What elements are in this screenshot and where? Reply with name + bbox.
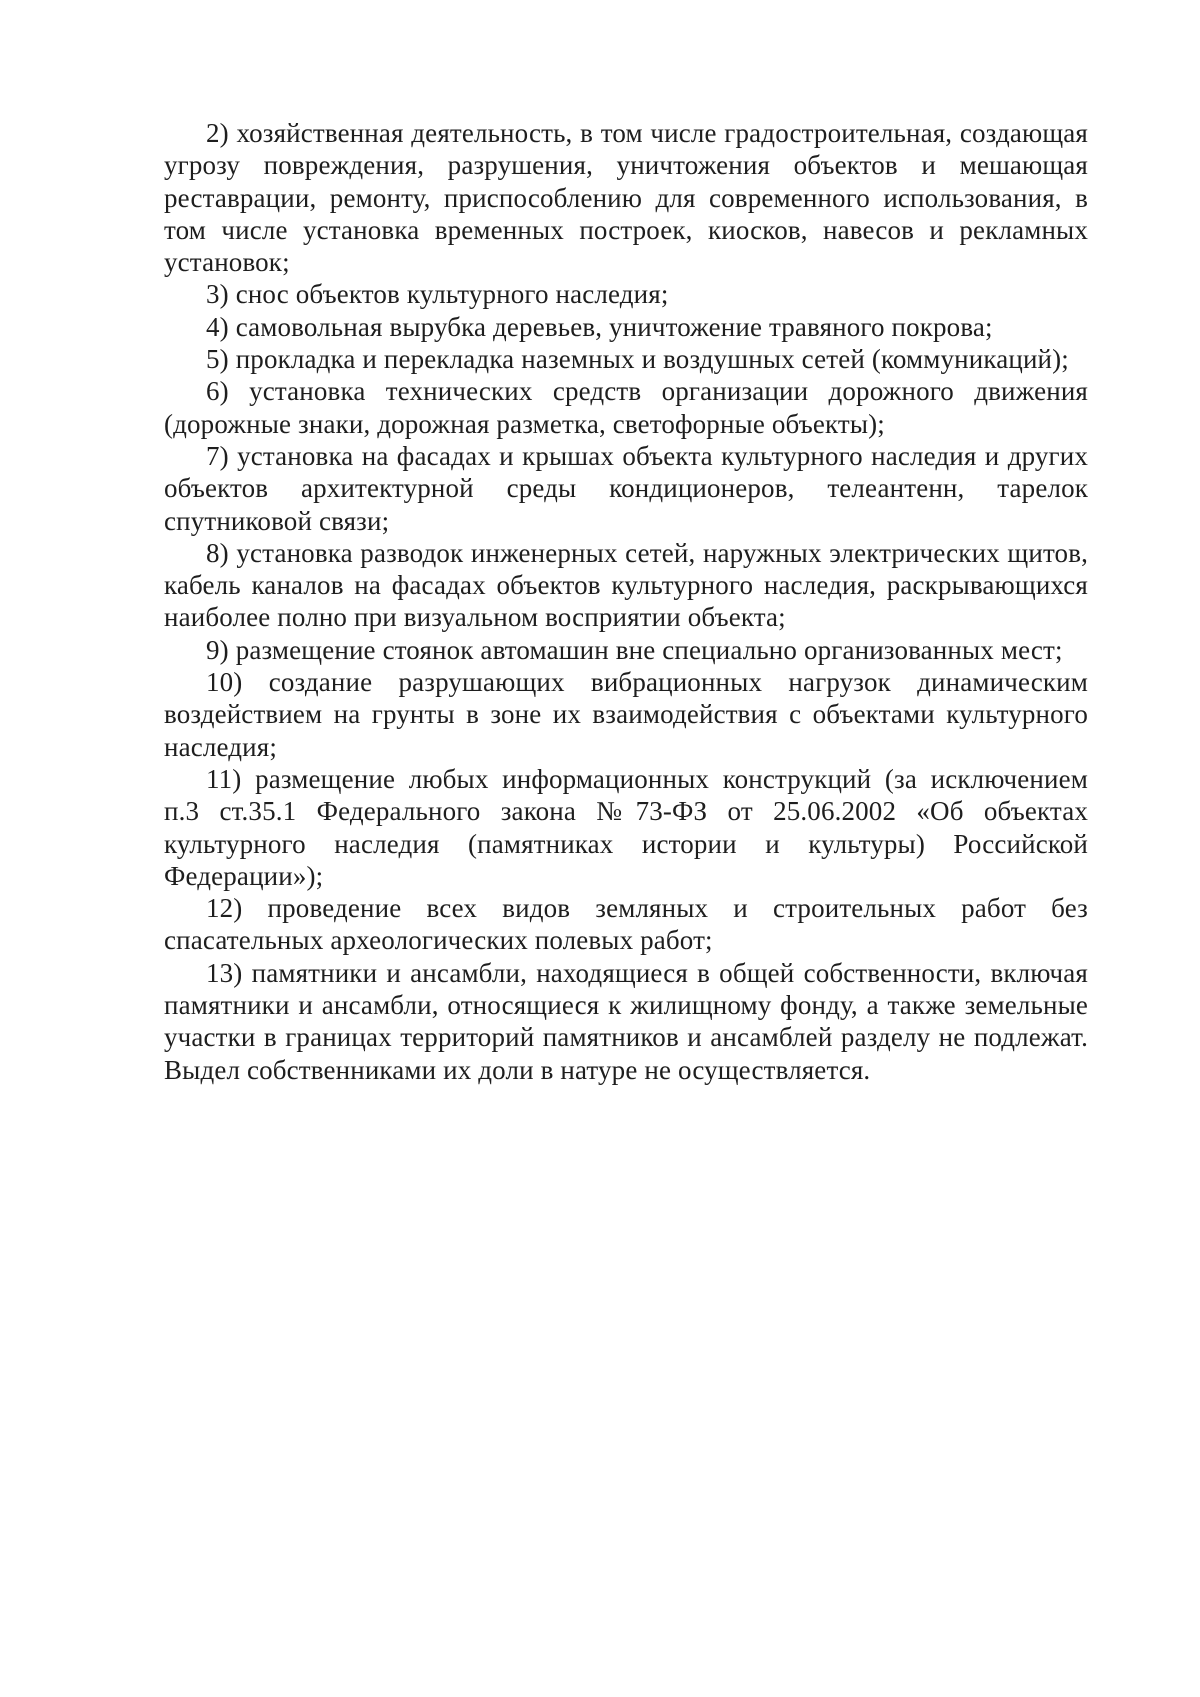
list-item-13: 13) памятники и ансамбли, находящиеся в общей собственности, включая памятники и ансамбли, относящиеся к жилищному фонду, а также земельные участки в границах территорий памятников и ансамблей разделу не подлежат. Выдел собственниками их доли в натуре не осуществляется. — [164, 957, 1088, 1085]
list-item-5: 5) прокладка и перекладка наземных и воздушных сетей (коммуникаций); — [206, 344, 1069, 375]
list-item-3: 3) снос объектов культурного наследия; — [206, 279, 669, 310]
list-item-4: 4) самовольная вырубка деревьев, уничтожение травяного покрова; — [206, 311, 993, 342]
list-item-2: 2) хозяйственная деятельность, в том числе градостроительная, создающая угрозу повреждения, разрушения, уничтожения объектов и мешающая реставрации, ремонту, приспособлению для современного использования, в том числе установка временных построек, киосков, навесов и рекламных установок; — [164, 118, 1088, 278]
restrictions-list — [164, 117, 1088, 1086]
list-item-10: 10) создание разрушающих вибрационных нагрузок динамическим воздействием на грунты в зоне их взаимодействия с объектами культурного наследия; — [164, 667, 1088, 762]
list-item-8: 8) установка разводок инженерных сетей, наружных электрических щитов, кабель каналов на фасадах объектов культурного наследия, раскрывающихся наиболее полно при визуальном восприятии объекта; — [164, 537, 1088, 633]
list-item-9: 9) размещение стоянок автомашин вне специально организованных мест; — [206, 634, 1063, 665]
list-item-11: 11) размещение любых информационных конструкций (за исключением п.3 ст.35.1 Федерального закона №73-ФЗ от 25.06.2002 «Об объектах культурного наследия (памятниках истории и культуры) Российской Федерации»); — [164, 763, 1088, 891]
list-item-7: 7) установка на фасадах и крышах объекта культурного наследия и других объектов архитектурной среды кондиционеров, телеантенн, тарелок спутниковой связи; — [164, 440, 1088, 536]
list-item-6: 6) установка технических средств организации дорожного движения (дорожные знаки, дорожная разметка, светофорные объекты); — [164, 376, 1088, 439]
list-item-12: 12) проведение всех видов земляных и строительных работ без спасательных археологических полевых работ; — [164, 893, 1088, 956]
